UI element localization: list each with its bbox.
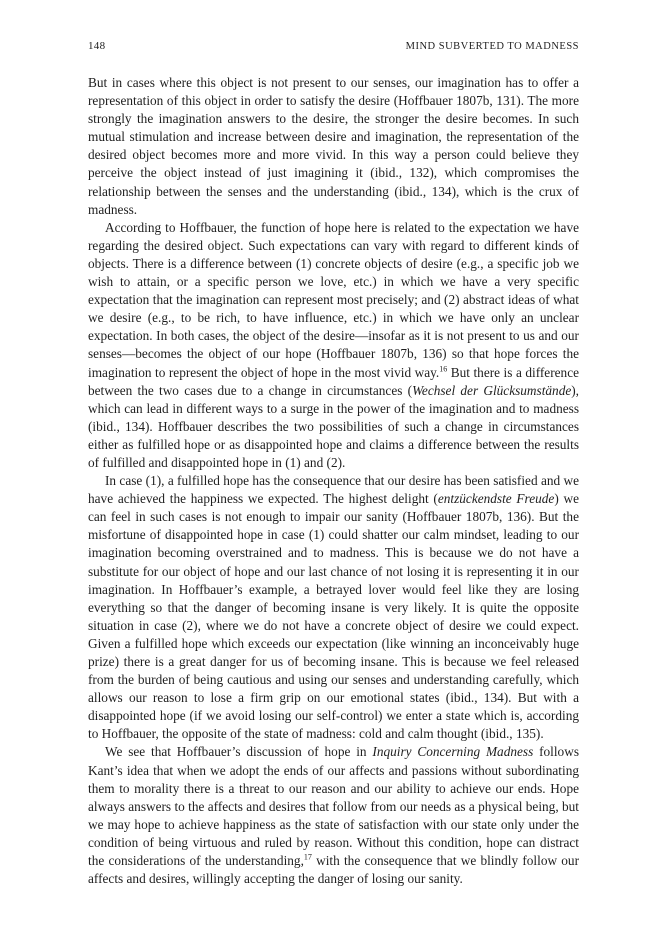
footnote-marker: 17 — [303, 852, 312, 862]
page-header — [88, 40, 579, 52]
paragraph-1 — [88, 74, 579, 219]
footnote-marker: 16 — [439, 364, 448, 374]
text-segment: In case (1), a fulfilled hope has the consequence that our desire has been satisfied and we have achieved the happiness we expected. The highest delight ( — [88, 473, 579, 507]
text-segment: ) we can feel in such cases is not enough to impair our sanity (Hoffbauer 1807b, 136). But the misfortune of disappointed hope in case (1) could shatter our calm mindset, leading to our imagination becoming overstrained and to madness. This is because we do not have a substitute for our object of hope and our last chance of not losing it is representing it in our imagination. In Hoffbauer’s example, a betrayed lover would feel like they are losing everything so that the danger of becoming insane is very likely. It is quite the opposite situation in case (2), where we do not have a concrete object of desire we could expect. Given a fulfilled hope which exceeds our expectation (like winning an inconceivably huge prize) there is a great danger for us of becoming insane. This is because we feel released from the burden of being cautious and using our senses and understanding carefully, which allows our reason to lose a firm grip on our emotional states (ibid., 134). But with a disappointed hope (if we avoid losing our self-control) we enter a state which is, according to Hoffbauer, the opposite of the state of madness: cold and calm thought (ibid., 135). — [88, 491, 580, 742]
paragraph-4 — [88, 743, 579, 888]
italic-term: Wechsel der Glücksumstände — [412, 382, 572, 398]
paragraph-3 — [88, 472, 579, 743]
running-head: MIND SUBVERTED TO MADNESS — [405, 41, 579, 52]
text-segment: with the consequence that we blindly follow our affects and desires, willingly accepting the danger of losing our sanity. — [88, 853, 580, 887]
paragraph-2 — [88, 219, 579, 472]
text-segment: ), which can lead in different ways to a surge in the power of the imagination and to madness (ibid., 134). Hoffbauer describes the two possibilities of such a change in circumstances either as fulfilled hope or as disappointed hope and claims a difference between the results of fulfilled and disappointed hope in (1) and (2). — [88, 382, 580, 470]
italic-title: Inquiry Concerning Madness — [372, 744, 534, 760]
italic-term: entzückendste Freude — [437, 491, 555, 507]
page-number: 148 — [88, 40, 106, 52]
text-segment: According to Hoffbauer, the function of hope here is related to the expectation we have regarding the desired object. Such expectations can vary with regard to different kinds of objects. There is a difference between (1) concrete objects of desire (e.g., a specific job we wish to attain, or a specific person we love, etc.) in which we have a very specific expectation that the imagination can represent most precisely; and (2) abstract ideas of what we desire (e.g., to be rich, to have influence, etc.) in which we have only an unclear expectation. In both cases, the object of the desire—insofar as it is not present to us and our senses—becomes the object of our hope (Hoffbauer 1807b, 136) so that hope forces the imagination to represent the object of hope in the most vivid way. — [88, 219, 579, 380]
text-segment: But there is a difference between the two cases due to a change in circumstances ( — [88, 364, 579, 398]
text-segment: follows Kant’s idea that when we adopt the ends of our affects and passions without subordinating them to morality there is a threat to our reason and our ability to achieve our ends. Hope always answers to the affects and desires that follow from our needs as a physical being, but we may hope to achieve happiness as the state of satisfaction with our state only under the condition of being virtuous and ruled by reason. Without this condition, hope can distract the considerations of the understanding, — [88, 744, 579, 869]
text-segment: We see that Hoffbauer’s discussion of hope in — [105, 744, 373, 760]
body-text — [88, 74, 579, 888]
text-segment: But in cases where this object is not present to our senses, our imagination has to offer a representation of this object in order to satisfy the desire (Hoffbauer 1807b, 131). The more strongly the imagination answers to the desire, the stronger the desire becomes. In such mutual stimulation and increase between desire and imagination, the representation of the desired object becomes more and more vivid. In this way a person could believe they perceive the object instead of just imagining it (ibid., 132), which compromises the relationship between the senses and the understanding (ibid., 134), which is the crux of madness. — [88, 75, 579, 217]
